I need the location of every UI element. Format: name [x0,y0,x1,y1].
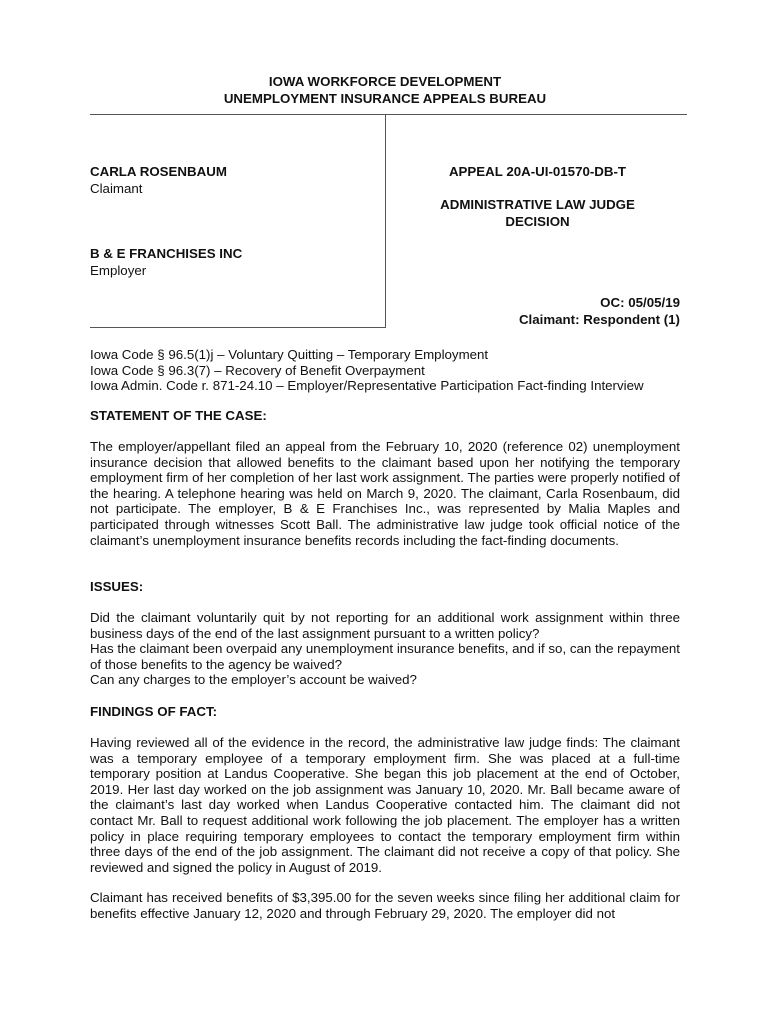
code-citation: Iowa Code § 96.5(1)j – Voluntary Quitting – Temporary Employment [90,347,489,362]
claimant-status: Claimant: Respondent (1) [518,312,680,327]
header-divider [90,114,687,115]
issue-question: Did the claimant voluntarily quit by not reporting for an additional work assignment within three business days of the end of the last assignment pursuant to a written policy? [90,610,680,641]
issues-heading: ISSUES: [90,579,144,594]
bureau-name: UNEMPLOYMENT INSURANCE APPEALS BUREAU [223,91,547,106]
appeal-number: APPEAL 20A-UI-01570-DB-T [448,164,627,179]
findings-paragraph: Claimant has received benefits of $3,395.00 for the seven weeks since filing her additional claim for benefits effective January 12, 2020 and through February 29, 2020. The employer did not [90,890,680,921]
caption-bottom-divider [90,327,386,328]
decision-title-line2: DECISION [505,214,570,229]
claimant-block [90,163,227,197]
code-citation: Iowa Admin. Code r. 871-24.10 – Employer/Representative Participation Fact-finding Interview [90,378,644,394]
caption-vertical-divider [385,114,386,328]
findings-paragraph: Having reviewed all of the evidence in the record, the administrative law judge finds: The claimant was a temporary employee of a temporary employment firm. She was placed at a full-time temporary position at Landus Cooperative. She began this job placement at the end of October, 2019. Her last day worked on the job assignment was January 10, 2020. Mr. Ball became aware of the claimant’s last day worked when Landus Cooperative contacted him. The claimant did not contact Mr. Ball to request additional work following the job placement. The employer has a written policy in place requiring temporary employees to contact the temporary employment firm within three days of the end of the job assignment. The claimant did not receive a copy of that policy. She reviewed and signed the policy in August of 2019. [90,735,680,875]
case-status [395,294,680,328]
agency-name: IOWA WORKFORCE DEVELOPMENT [268,74,502,89]
code-citation: Iowa Code § 96.3(7) – Recovery of Benefit Overpayment [90,362,425,378]
document-header [90,73,680,107]
decision-title [395,196,680,230]
employer-role: Employer [90,263,147,278]
issue-question: Has the claimant been overpaid any unemployment insurance benefits, and if so, can the repayment of those benefits to the agency be waived? [90,641,680,672]
statement-heading: STATEMENT OF THE CASE: [90,408,267,423]
findings-heading: FINDINGS OF FACT: [90,704,218,719]
statement-text: The employer/appellant filed an appeal from the February 10, 2020 (reference 02) unemployment insurance decision that allowed benefits to the claimant based upon her notifying the temporary employment firm of her completion of her last work assignment. The parties were properly notified of the hearing. A telephone hearing was held on March 9, 2020. The claimant, Carla Rosenbaum, did not participate. The employer, B & E Franchises Inc., was represented by Malia Maples and participated through witnesses Scott Ball. The administrative law judge took official notice of the claimant’s unemployment insurance benefits records including the fact-finding documents. [90,439,680,548]
claimant-name: CARLA ROSENBAUM [90,164,227,179]
code-citations [90,347,680,394]
employer-block [90,245,242,279]
employer-name: B & E FRANCHISES INC [90,246,243,261]
decision-title-line1: ADMINISTRATIVE LAW JUDGE [440,197,635,212]
oc-date: OC: 05/05/19 [600,295,680,310]
claimant-role: Claimant [90,181,143,196]
issue-question: Can any charges to the employer’s account be waived? [90,672,417,688]
issues-list [90,610,680,688]
